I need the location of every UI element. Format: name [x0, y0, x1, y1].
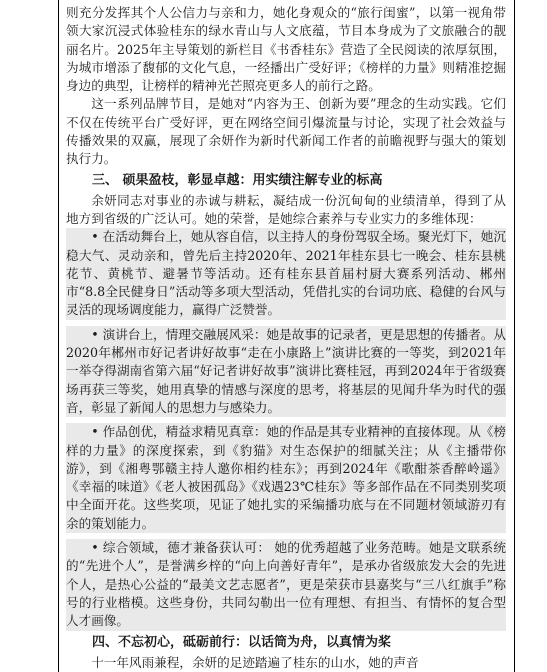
- bullet-event-hosting: • 在活动舞台上，她从容自信，以主持人的身份驾驭全场。聚光灯下，她沉稳大气、灵动亲和，曾先后主持2020年、2021年桂东县七一晚会、桂东县桃花节、黄桃节、避暑节等活动。还有桂东县首届村厨大赛系列活动、郴州市“8.8全民健身日”活动等多项大型活动，凭借扎实的台词功底、稳健的台风与灵活的现场调度能力，赢得广泛赞誉。: [66, 228, 506, 319]
- bullet-speech-contests: • 演讲台上，情理交融展风采：她是故事的记录者，更是思想的传播者。从2020年郴州市好记者讲好故事“走在小康路上”演讲比赛的一等奖，到2021年一举夺得湖南省第六届“好记者讲好故事”演讲比赛桂冠，再到2024年于省级赛场再获三等奖，她用真挚的情感与深度的思考，将基层的见闻升华为时代的强音，彰显了新闻人的思想力与感染力。: [66, 326, 506, 417]
- table-border-left: [58, 0, 59, 672]
- table-border-right: [514, 0, 515, 672]
- bullet-comprehensive-honors: • 综合领域，德才兼备获认可： 她的优秀超越了业务范畴。她是文联系统的“先进个人”，是誉满乡梓的“向上向善好青年”，是承办省级旅发大会的先进个人，是热心公益的“最美文艺志愿者”，更是荣获市县嘉奖与“三八红旗手”称号的行业楷模。这些身份，共同勾勒出一位有理想、有担当、有情怀的复合型人才画像。: [66, 539, 506, 630]
- section-heading-4: 四、不忘初心，砥砺前行：以话筒为舟，以真情为桨: [92, 634, 392, 650]
- paragraph-closing-start: 十一年风雨兼程，余妍的足迹踏遍了桂东的山水，她的声音: [91, 654, 419, 670]
- paragraph-program-brands: 则充分发挥其个人公信力与亲和力，她化身观众的“旅行闺蜜”，以第一视角带领大家沉浸式体验桂东的绿水青山与人文底蕴，节目本身成为了文旅融合的靓丽名片。2025年主导策划的新栏目《书香桂东》营造了全民阅读的浓厚氛围，为城市增添了馥郁的文化气息，一经播出广受好评；《榜样的力量》则精准挖掘身边的典型，让榜样的精神光芒照亮更多人的前行之路。: [66, 5, 506, 94]
- bullet-works-awards: • 作品创优，精益求精见真章：她的作品是其专业精神的直接体现。从《榜样的力量》的深度探索，到《豹猫》对生态保护的细腻关注；从《主播带你游》，到《湘粤鄂赣主持人邀你相约桂东》；再到2024年《歌酣茶香醉岭遥》《幸福的味道》《老人被困孤岛》《戏遇23℃桂东》等多部作品在不同类别奖项中全面开花。这些奖项，见证了她扎实的采编播功底与在不同题材领域游刃有余的策划能力。: [66, 423, 506, 533]
- paragraph-achievements-intro: 余妍同志对事业的赤诚与耕耘，凝结成一份沉甸甸的业绩清单，得到了从地方到省级的广泛认可。她的荣誉，是她综合素养与专业实力的多维体现：: [66, 192, 506, 226]
- section-heading-3: 三、 硕果盈枝，彰显卓越：用实绩注解专业的标高: [92, 172, 383, 188]
- paragraph-practice-summary: 这一系列品牌节目，是她对“内容为王、创新为要”理念的生动实践。它们不仅在传统平台广受好评，更在网络空间引爆流量与讨论，实现了社会效益与传播效果的双赢，展现了余妍作为新时代新闻工作者的前瞻视野与强大的策划执行力。: [66, 96, 506, 167]
- document-body: [66, 4, 506, 672]
